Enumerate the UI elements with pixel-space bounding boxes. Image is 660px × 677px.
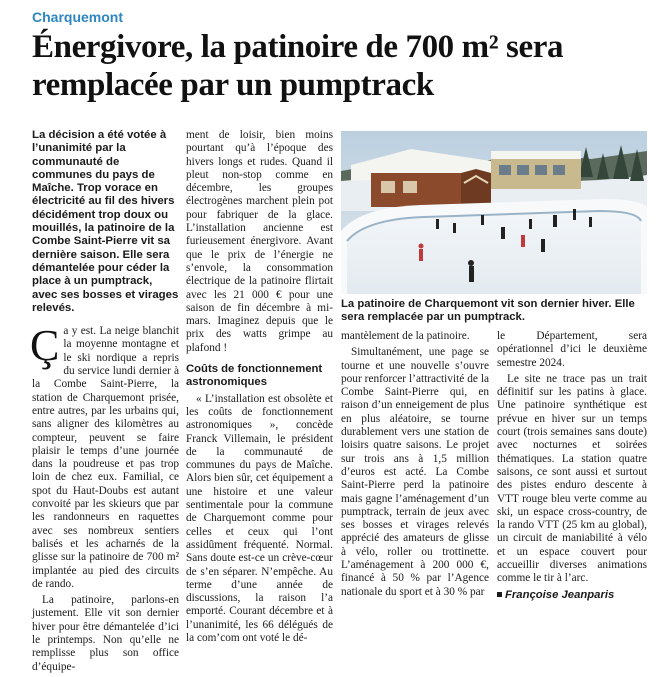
column-2 [186, 129, 333, 648]
paragraph: « L’installation est obsolète et les coûts de fonctionnement astronomiques », concède Franck Villemain, le président de la communauté de communes du pays de Maîche. Alors bien sûr, cet équipement a une histoire et une valeur sentimentale pour la commune de Charquemont comme pour celles et ceux qui l’ont assidûment fréquenté. Normal. Sans doute est-ce un crève-cœur de s’en séparer. N’empêche. Au terme d’une année de discussions, la raison l’a emporté. Courant décembre et à l’unanimité, les 66 délégués de la com’com ont voté le dé- [186, 392, 333, 644]
paragraph-text: a y est. La neige blanchit la moyenne montagne et le ski nordique a repris du service lundi dernier à la Combe Saint-Pierre, la station de Charquemont prisée, entre autres, par les urbains qui, sans aligner des kilomètres au compteur, peuvent se faire plaisir le temps d’une journée dans la poudreuse et pas trop loin de chez eux. Familial, ce spot du Haut-Doubs est autant convoité par les skieurs que par les randonneurs en raquettes avec ses nombreux sentiers balisés et les acharnés de la glisse sur la patinoire de 700 m² implantée au pied des circuits de rando. [32, 325, 179, 590]
paragraph: le Département, sera opérationnel d’ici le deuxième semestre 2024. [497, 330, 647, 369]
paragraph: Le site ne trace pas un trait définitif sur les patins à glace. Une patinoire synthétique est prévue en hiver sur un temps court (trois semaines sans doute) avec nocturnes et soirées thématiques. La station quatre saisons, ce sont aussi et surtout des pistes enduro descente à VTT rouge bleu verte comme au ski, un espace cross-country, de la rando VTT (25 km au global), un circuit de maniabilité à vélo et un espace couvert pour accueillir diverses animations comme le tir à l’arc. [497, 372, 647, 585]
column-3 [341, 330, 489, 602]
drop-cap: Ç [30, 321, 60, 371]
rink-photo [341, 131, 647, 294]
paragraph: mantèlement de la patinoire. [341, 330, 470, 342]
paragraph: La patinoire, parlons-en justement. Elle vit son dernier hiver pour être démantelée d’ici le printemps. Non qu’elle ne remplisse plus son office d’équipe- [32, 594, 179, 673]
byline-square-icon [497, 592, 502, 597]
standfirst: La décision a été votée à l’unanimité par la communauté de communes du pays de Maîche. Trop vorace en électricité au fil des hivers décidément trop doux ou mouillés, la patinoire de la Combe Saint-Pierre vit sa dernière saison. Elle sera démantelée pour céder la place à un pumptrack, avec ses bosses et virages relevés. [32, 129, 179, 314]
paragraph: ment de loisir, bien moins pourtant qu’à l’époque des hivers longs et rudes. Quand il pleut non-stop comme en décembre, les groupes électrogènes marchent plein pot pour fabriquer de la glace. L’installation ancienne est furieusement énergivore. Avant que le prix de l’énergie ne s’envole, la consommation électrique de la patinoire flirtait avec les 21 000 € pour une saison de fin décembre à mi-mars. Imaginez depuis que le prix des watts grimpe au plafond ! [186, 129, 333, 354]
photo-caption: La patinoire de Charquemont vit son dernier hiver. Elle sera remplacée par un pumptrack. [341, 298, 635, 324]
author-name: Françoise Jeanparis [505, 588, 615, 601]
subheading: Coûts de fonctionnement astronomiques [186, 363, 323, 389]
section-kicker: Charquemont [32, 9, 123, 25]
column-1 [32, 129, 179, 677]
rink-photo-illustration [341, 131, 647, 294]
paragraph: Simultanément, une page se tourne et une nouvelle s’ouvre pour renforcer l’attractivité de la Combe Saint-Pierre qui, en raison d’un enneigement de plus en plus aléatoire, se tourne durablement vers une station de loisirs quatre saisons. Le projet sur trois ans à 1,5 million d’euros est acté. La Combe Saint-Pierre perd la patinoire mais gagne l’aménagement d’un pumptrack, terrain de jeux avec ses bosses et virages relevés apprécié des amateurs de glisse à vélo, roller ou trottinette. L’aménagement à 200 000 €, financé à 50 % par l’Agence nationale du sport et à 30 % par [341, 346, 489, 598]
paragraph [30, 321, 179, 591]
column-4 [497, 330, 647, 605]
headline: Énergivore, la patinoire de 700 m² sera remplacée par un pumptrack [32, 29, 564, 103]
